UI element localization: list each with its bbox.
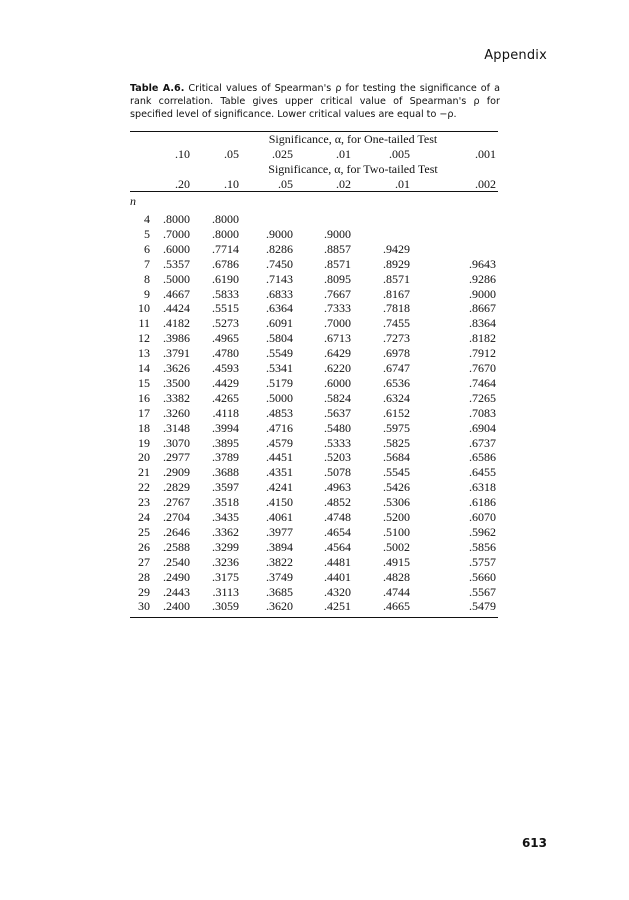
critical-value-cell: .2704 [163,510,190,524]
row-n-value: 5 [144,227,150,241]
critical-value-cell: .3435 [212,510,239,524]
row-n-value: 23 [138,495,150,509]
critical-value-cell: .4853 [266,406,293,420]
critical-value-cell: .4654 [324,525,351,539]
one-tailed-level: .005 [389,147,410,161]
row-n-value: 28 [138,570,150,584]
critical-value-cell: .5273 [212,316,239,330]
critical-value-cell: .6000 [324,376,351,390]
critical-value-cell: .8095 [324,272,351,286]
critical-value-cell: .8364 [469,316,496,330]
row-n-value: 9 [144,287,150,301]
critical-value-cell: .6000 [163,242,190,256]
critical-value-cell: .9000 [324,227,351,241]
critical-value-cell: .5545 [383,465,410,479]
critical-value-cell: .8571 [324,257,351,271]
critical-value-cell: .3113 [212,585,239,599]
critical-value-cell: .5479 [469,599,496,613]
critical-value-cell: .7464 [469,376,496,390]
critical-value-cell: .3299 [212,540,239,554]
row-n-value: 16 [138,391,150,405]
critical-value-cell: .4963 [324,480,351,494]
row-n-value: 22 [138,480,150,494]
critical-value-cell: .6220 [324,361,351,375]
row-n-value: 27 [138,555,150,569]
critical-value-cell: .4429 [212,376,239,390]
critical-value-cell: .9000 [469,287,496,301]
critical-value-cell: .4716 [266,421,293,435]
critical-value-cell: .4748 [324,510,351,524]
row-n-value: 10 [138,301,150,315]
critical-value-cell: .5856 [469,540,496,554]
critical-value-cell: .3894 [266,540,293,554]
critical-value-cell: .5333 [324,436,351,450]
critical-value-cell: .4451 [266,450,293,464]
critical-value-cell: .5833 [212,287,239,301]
critical-value-cell: .6324 [383,391,410,405]
critical-value-cell: .6364 [266,301,293,315]
two-tailed-level: .002 [475,177,496,191]
critical-value-cell: .4251 [324,599,351,613]
critical-value-cell: .5567 [469,585,496,599]
critical-value-cell: .4241 [266,480,293,494]
critical-value-cell: .7000 [163,227,190,241]
critical-value-cell: .2646 [163,525,190,539]
row-n-value: 24 [138,510,150,524]
critical-value-cell: .3822 [266,555,293,569]
critical-value-cell: .2829 [163,480,190,494]
two-tailed-heading: Significance, α, for Two-tailed Test [268,162,438,176]
row-n-value: 8 [144,272,150,286]
row-n-value: 17 [138,406,150,420]
critical-value-cell: .7000 [324,316,351,330]
critical-value-cell: .5975 [383,421,410,435]
critical-value-cell: .8000 [212,212,239,226]
critical-value-cell: .7273 [383,331,410,345]
critical-value-cell: .2540 [163,555,190,569]
critical-value-cell: .4965 [212,331,239,345]
critical-value-cell: .7667 [324,287,351,301]
critical-value-cell: .3518 [212,495,239,509]
critical-value-cell: .6978 [383,346,410,360]
critical-value-cell: .7333 [324,301,351,315]
critical-value-cell: .4481 [324,555,351,569]
two-tailed-level: .05 [278,177,293,191]
critical-value-cell: .7455 [383,316,410,330]
critical-value-cell: .6747 [383,361,410,375]
critical-value-cell: .3791 [163,346,190,360]
critical-value-cell: .3070 [163,436,190,450]
critical-value-cell: .5179 [266,376,293,390]
critical-value-cell: .3789 [212,450,239,464]
critical-value-cell: .4401 [324,570,351,584]
row-n-value: 13 [138,346,150,360]
critical-value-cell: .9000 [266,227,293,241]
critical-value-cell: .8182 [469,331,496,345]
one-tailed-level: .01 [336,147,351,161]
critical-value-cell: .8000 [163,212,190,226]
critical-value-cell: .6833 [266,287,293,301]
critical-value-cell: .6586 [469,450,496,464]
row-n-value: 6 [144,242,150,256]
critical-value-cell: .9286 [469,272,496,286]
critical-value-cell: .5200 [383,510,410,524]
critical-value-cell: .7265 [469,391,496,405]
critical-value-cell: .8667 [469,301,496,315]
critical-value-cell: .2909 [163,465,190,479]
row-n-value: 11 [138,316,150,330]
row-n-value: 18 [138,421,150,435]
one-tailed-level: .05 [224,147,239,161]
critical-value-cell: .5684 [383,450,410,464]
critical-value-cell: .5480 [324,421,351,435]
critical-value-cell: .3685 [266,585,293,599]
critical-value-cell: .7143 [266,272,293,286]
row-n-value: 7 [144,257,150,271]
critical-value-cell: .4780 [212,346,239,360]
critical-value-cell: .6318 [469,480,496,494]
page-number: 613 [521,836,547,850]
row-n-value: 30 [138,599,150,613]
critical-value-cell: .4579 [266,436,293,450]
critical-value-cell: .7670 [469,361,496,375]
critical-value-cell: .5426 [383,480,410,494]
critical-value-cell: .6786 [212,257,239,271]
one-tailed-heading: Significance, α, for One-tailed Test [268,132,438,146]
critical-value-cell: .7714 [212,242,239,256]
critical-value-cell: .6737 [469,436,496,450]
critical-value-cell: .4744 [383,585,410,599]
critical-value-cell: .9429 [383,242,410,256]
critical-value-cell: .3749 [266,570,293,584]
two-tailed-level: .01 [395,177,410,191]
critical-value-cell: .3148 [163,421,190,435]
critical-value-cell: .4061 [266,510,293,524]
critical-value-cell: .3597 [212,480,239,494]
critical-value-cell: .5002 [383,540,410,554]
one-tailed-level: .10 [175,147,190,161]
critical-value-cell: .3059 [212,599,239,613]
critical-value-cell: .4665 [383,599,410,613]
critical-value-cell: .6455 [469,465,496,479]
critical-value-cell: .5804 [266,331,293,345]
critical-value-cell: .6536 [383,376,410,390]
row-n-value: 15 [138,376,150,390]
row-n-value: 4 [144,212,150,226]
critical-value-cell: .5549 [266,346,293,360]
critical-value-cell: .3500 [163,376,190,390]
critical-value-cell: .6904 [469,421,496,435]
critical-value-cell: .5203 [324,450,351,464]
critical-value-cell: .2400 [163,599,190,613]
critical-value-cell: .3175 [212,570,239,584]
two-tailed-level: .20 [175,177,190,191]
critical-value-cell: .5824 [324,391,351,405]
critical-value-cell: .3260 [163,406,190,420]
critical-value-cell: .4593 [212,361,239,375]
critical-value-cell: .8929 [383,257,410,271]
critical-value-cell: .4265 [212,391,239,405]
critical-value-cell: .5000 [266,391,293,405]
critical-value-cell: .3382 [163,391,190,405]
caption-text: Critical values of Spearman's ρ for testing the significance of a rank correlation. Table gives upper critical value of Spearman's ρ for specified level of significance. Lower critical values are equal to −ρ. [130,83,500,120]
table-caption [130,82,500,121]
critical-value-cell: .6186 [469,495,496,509]
critical-value-cell: .4150 [266,495,293,509]
critical-value-cell: .5825 [383,436,410,450]
critical-value-cell: .3362 [212,525,239,539]
critical-value-cell: .7083 [469,406,496,420]
critical-value-cell: .5100 [383,525,410,539]
critical-value-cell: .6190 [212,272,239,286]
row-n-value: 29 [138,585,150,599]
critical-value-cell: .8286 [266,242,293,256]
critical-value-cell: .5660 [469,570,496,584]
critical-value-cell: .4424 [163,301,190,315]
critical-value-cell: .5637 [324,406,351,420]
critical-value-cell: .3626 [163,361,190,375]
critical-value-cell: .4351 [266,465,293,479]
critical-value-cell: .5341 [266,361,293,375]
critical-value-cell: .7450 [266,257,293,271]
critical-value-cell: .5078 [324,465,351,479]
critical-value-cell: .6429 [324,346,351,360]
critical-value-cell: .4118 [212,406,239,420]
running-head: Appendix [484,48,547,63]
table-bottom-rule [130,617,498,618]
critical-value-cell: .7818 [383,301,410,315]
critical-value-cell: .3994 [212,421,239,435]
critical-value-cell: .6713 [324,331,351,345]
critical-value-cell: .5306 [383,495,410,509]
critical-value-cell: .5357 [163,257,190,271]
critical-value-cell: .8857 [324,242,351,256]
row-n-value: 26 [138,540,150,554]
critical-value-cell: .2588 [163,540,190,554]
row-n-value: 21 [138,465,150,479]
two-tailed-level: .02 [336,177,351,191]
critical-value-cell: .4915 [383,555,410,569]
row-n-value: 20 [138,450,150,464]
critical-value-cell: .4182 [163,316,190,330]
one-tailed-level: .001 [475,147,496,161]
row-n-value: 19 [138,436,150,450]
critical-value-cell: .3688 [212,465,239,479]
critical-value-cell: .2767 [163,495,190,509]
two-tailed-level: .10 [224,177,239,191]
critical-value-cell: .6070 [469,510,496,524]
critical-value-cell: .4852 [324,495,351,509]
critical-value-cell: .5000 [163,272,190,286]
critical-value-cell: .7912 [469,346,496,360]
critical-value-cell: .3895 [212,436,239,450]
one-tailed-level: .025 [272,147,293,161]
caption-label: Table A.6. [130,83,185,94]
critical-value-cell: .6152 [383,406,410,420]
critical-value-cell: .2443 [163,585,190,599]
critical-value-cell: .4667 [163,287,190,301]
critical-value-cell: .3986 [163,331,190,345]
critical-value-cell: .3620 [266,599,293,613]
critical-value-cell: .4564 [324,540,351,554]
critical-value-cell: .2977 [163,450,190,464]
critical-value-cell: .5962 [469,525,496,539]
critical-value-cell: .3236 [212,555,239,569]
critical-value-cell: .6091 [266,316,293,330]
row-n-value: 14 [138,361,150,375]
row-n-value: 25 [138,525,150,539]
row-n-value: 12 [138,331,150,345]
critical-value-cell: .8167 [383,287,410,301]
critical-value-cell: .2490 [163,570,190,584]
critical-value-cell: .4320 [324,585,351,599]
n-column-label: n [130,194,136,208]
critical-value-cell: .8571 [383,272,410,286]
critical-value-cell: .5757 [469,555,496,569]
critical-value-cell: .8000 [212,227,239,241]
critical-value-cell: .5515 [212,301,239,315]
critical-value-cell: .9643 [469,257,496,271]
critical-value-cell: .3977 [266,525,293,539]
critical-value-cell: .4828 [383,570,410,584]
